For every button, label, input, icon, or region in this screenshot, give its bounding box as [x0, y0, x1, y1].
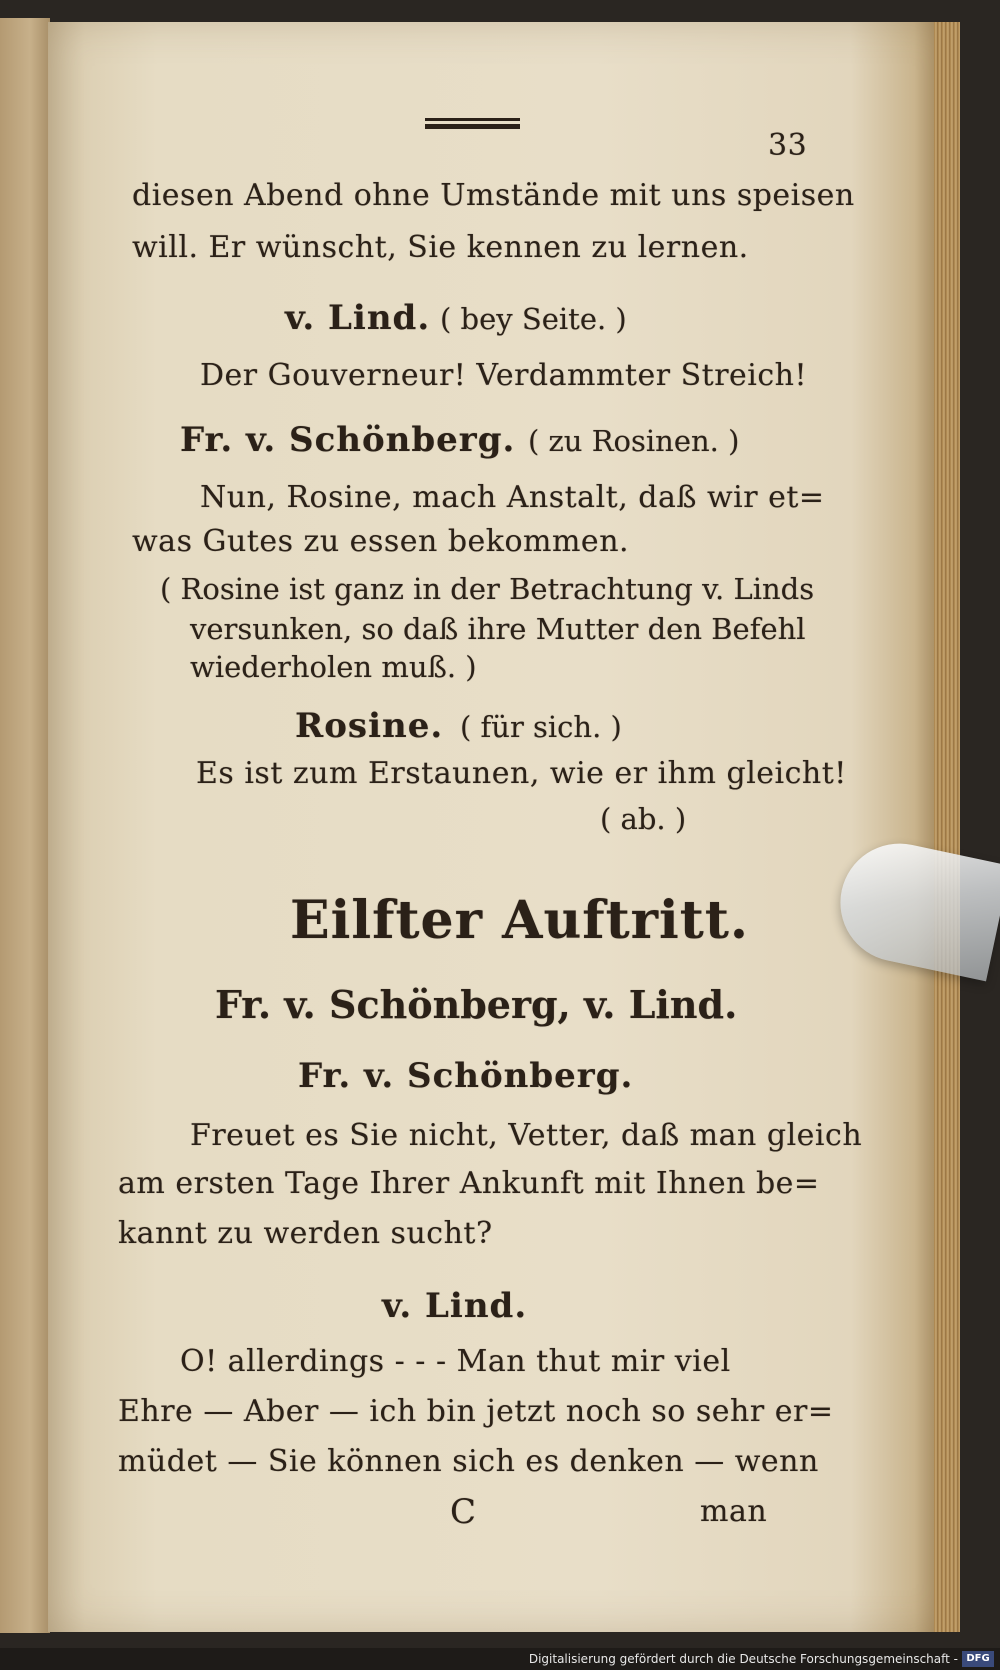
stage-direction: versunken, so daß ihre Mutter den Befehl	[190, 612, 806, 646]
signature-mark: C	[450, 1492, 477, 1532]
text-line: will. Er wünscht, Sie kennen zu lernen.	[132, 230, 749, 265]
stage-direction: ( zu Rosinen. )	[528, 424, 740, 458]
text-line: Es ist zum Erstaunen, wie er ihm gleicht!	[196, 756, 847, 791]
footer-credit: Digitalisierung gefördert durch die Deutsche Forschungsgemeinschaft -	[528, 1652, 958, 1666]
text-line: kannt zu werden sucht?	[118, 1216, 493, 1251]
speaker-name: Fr. v. Schönberg.	[298, 1056, 634, 1096]
footer-bar	[0, 1648, 1000, 1670]
exit-direction: ( ab. )	[600, 802, 687, 836]
scene-heading: Eilfter Auftritt.	[290, 890, 749, 951]
text-line: was Gutes zu essen bekommen.	[132, 524, 630, 559]
text-line: Ehre — Aber — ich bin jetzt noch so sehr er=	[118, 1394, 834, 1429]
left-page-edge	[0, 18, 50, 1633]
text-line: O! allerdings - - - Man thut mir viel	[180, 1344, 731, 1379]
text-line: Der Gouverneur! Verdammter Streich!	[200, 358, 808, 393]
stage-direction: ( für sich. )	[460, 710, 622, 744]
dfg-logo-icon: DFG	[962, 1651, 994, 1667]
text-line: Freuet es Sie nicht, Vetter, daß man gleich	[190, 1118, 863, 1153]
page-number: 33	[768, 128, 808, 163]
catchword: man	[700, 1494, 768, 1529]
stage-direction: wiederholen muß. )	[190, 650, 477, 684]
stage-direction: ( bey Seite. )	[440, 302, 627, 336]
page-fore-edge	[934, 22, 960, 1632]
text-line: müdet — Sie können sich es denken — wenn	[118, 1444, 819, 1479]
text-line: Nun, Rosine, mach Anstalt, daß wir et=	[200, 480, 825, 515]
text-line: am ersten Tage Ihrer Ankunft mit Ihnen be=	[118, 1166, 820, 1201]
header-rule	[425, 118, 520, 130]
scene-persons: Fr. v. Schönberg, v. Lind.	[215, 982, 738, 1027]
speaker-name: Fr. v. Schönberg.	[180, 420, 516, 460]
stage-direction: ( Rosine ist ganz in der Betrachtung v. Linds	[160, 572, 815, 606]
text-line: diesen Abend ohne Umstände mit uns speisen	[132, 178, 855, 213]
speaker-name: v. Lind.	[285, 298, 431, 338]
speaker-name: Rosine.	[295, 706, 444, 746]
speaker-name: v. Lind.	[382, 1286, 528, 1326]
